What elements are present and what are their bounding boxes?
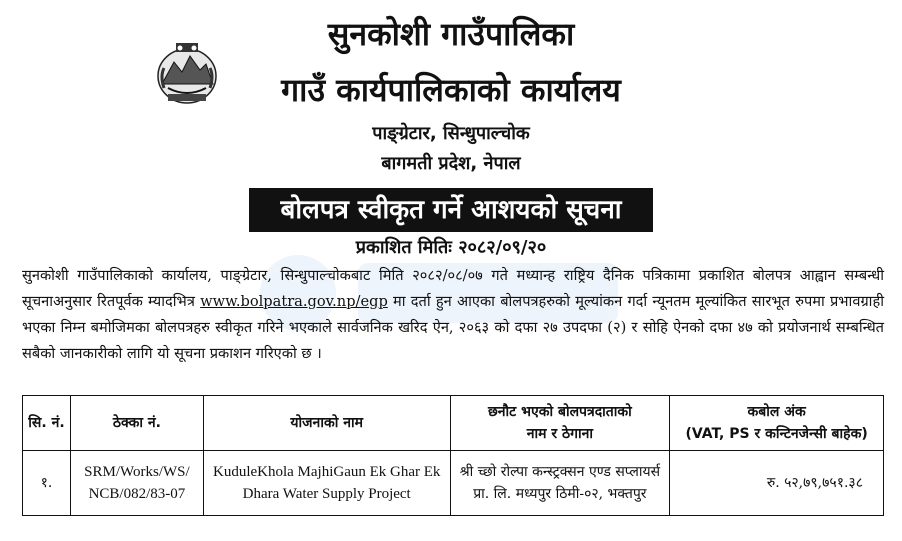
notice-title-banner: बोलपत्र स्वीकृत गर्ने आशयको सूचना xyxy=(249,188,653,232)
table-row xyxy=(23,451,884,516)
contract-line2: NCB/082/83-07 xyxy=(88,486,186,502)
notice-paragraph xyxy=(22,263,884,367)
office-title-line1: सुनकोशी गाउँपालिका xyxy=(327,15,575,53)
project-line1: KuduleKhola MajhiGaun Ek Ghar Ek xyxy=(212,464,441,480)
published-label: प्रकाशित मितिः xyxy=(355,237,452,258)
header-project-name: योजनाको नाम xyxy=(203,396,450,451)
cell-amount: रु. ५२,७९,७५१.३८ xyxy=(670,451,884,516)
paragraph-text-part1: सुनकोशी गाउँपालिकाको कार्यालय, पाङ्ग्रेटार, सिन्धुपाल्चोकबाट मिति २०८२/०८/०७ गते मध्यान्ह राष्ट्रिय दैनिक पत्रिकामा प्रकाशित बोलपत्र आह्वान सम्बन्धी सूचनाअनुसार रितपूर्वक म्यादभित्र xyxy=(22,267,884,310)
cell-serial-number: १. xyxy=(23,451,71,516)
contract-line1: SRM/Works/WS/ xyxy=(84,464,190,480)
bolpatra-link[interactable]: www.bolpatra.gov.np/egp xyxy=(200,293,388,310)
table-header-row xyxy=(23,396,884,451)
header-amount-line1: कबोल अंक xyxy=(747,404,806,420)
office-address-line1: पाङ्ग्रेटार, सिन्धुपाल्चोक xyxy=(372,123,530,144)
office-address-line2: बागमती प्रदेश, नेपाल xyxy=(381,153,521,174)
header-bidder-line2: नाम र ठेगाना xyxy=(526,426,594,442)
header-amount xyxy=(670,396,884,451)
header-serial-number: सि. नं. xyxy=(23,396,71,451)
office-title-line2: गाउँ कार्यपालिकाको कार्यालय xyxy=(281,71,621,109)
bidder-line1: श्री च्छो रोल्पा कन्स्ट्रक्सन एण्ड सप्लायर्स xyxy=(459,464,661,480)
header-amount-line2: (VAT, PS र कन्टिनजेन्सी बाहेक) xyxy=(685,426,868,442)
cell-bidder xyxy=(450,451,670,516)
header-bidder-line1: छनौट भएको बोलपत्रदाताको xyxy=(487,404,632,420)
header-bidder xyxy=(450,396,670,451)
cell-contract-number xyxy=(70,451,203,516)
paragraph-text-part2: मा दर्ता हुन आएका बोलपत्रहरुको मूल्यांकन गर्दा न्यूनतम मूल्यांकित सारभूत रुपमा प्रभावग्राही भएका निम्न बमोजिमका बोलपत्रहरु स्वीकृत गरिने भएकाले सार्वजनिक खरिद ऐन, २०६३ को दफा २७ उपदफा (२) र सोहि ऐनको दफा ४७ को प्रयोजनार्थ सम्बन्धित सबैको जानकारीको लागि यो सूचना प्रकाशन गरिएको छ । xyxy=(22,293,884,362)
award-table xyxy=(22,395,884,516)
bidder-line2: प्रा. लि. मध्यपुर ठिमी-०२, भक्तपुर xyxy=(473,486,647,502)
header-contract-number: ठेक्का नं. xyxy=(70,396,203,451)
cell-project-name xyxy=(203,451,450,516)
project-line2: Dhara Water Supply Project xyxy=(242,486,411,502)
published-date: २०८२/०९/२० xyxy=(458,237,547,258)
